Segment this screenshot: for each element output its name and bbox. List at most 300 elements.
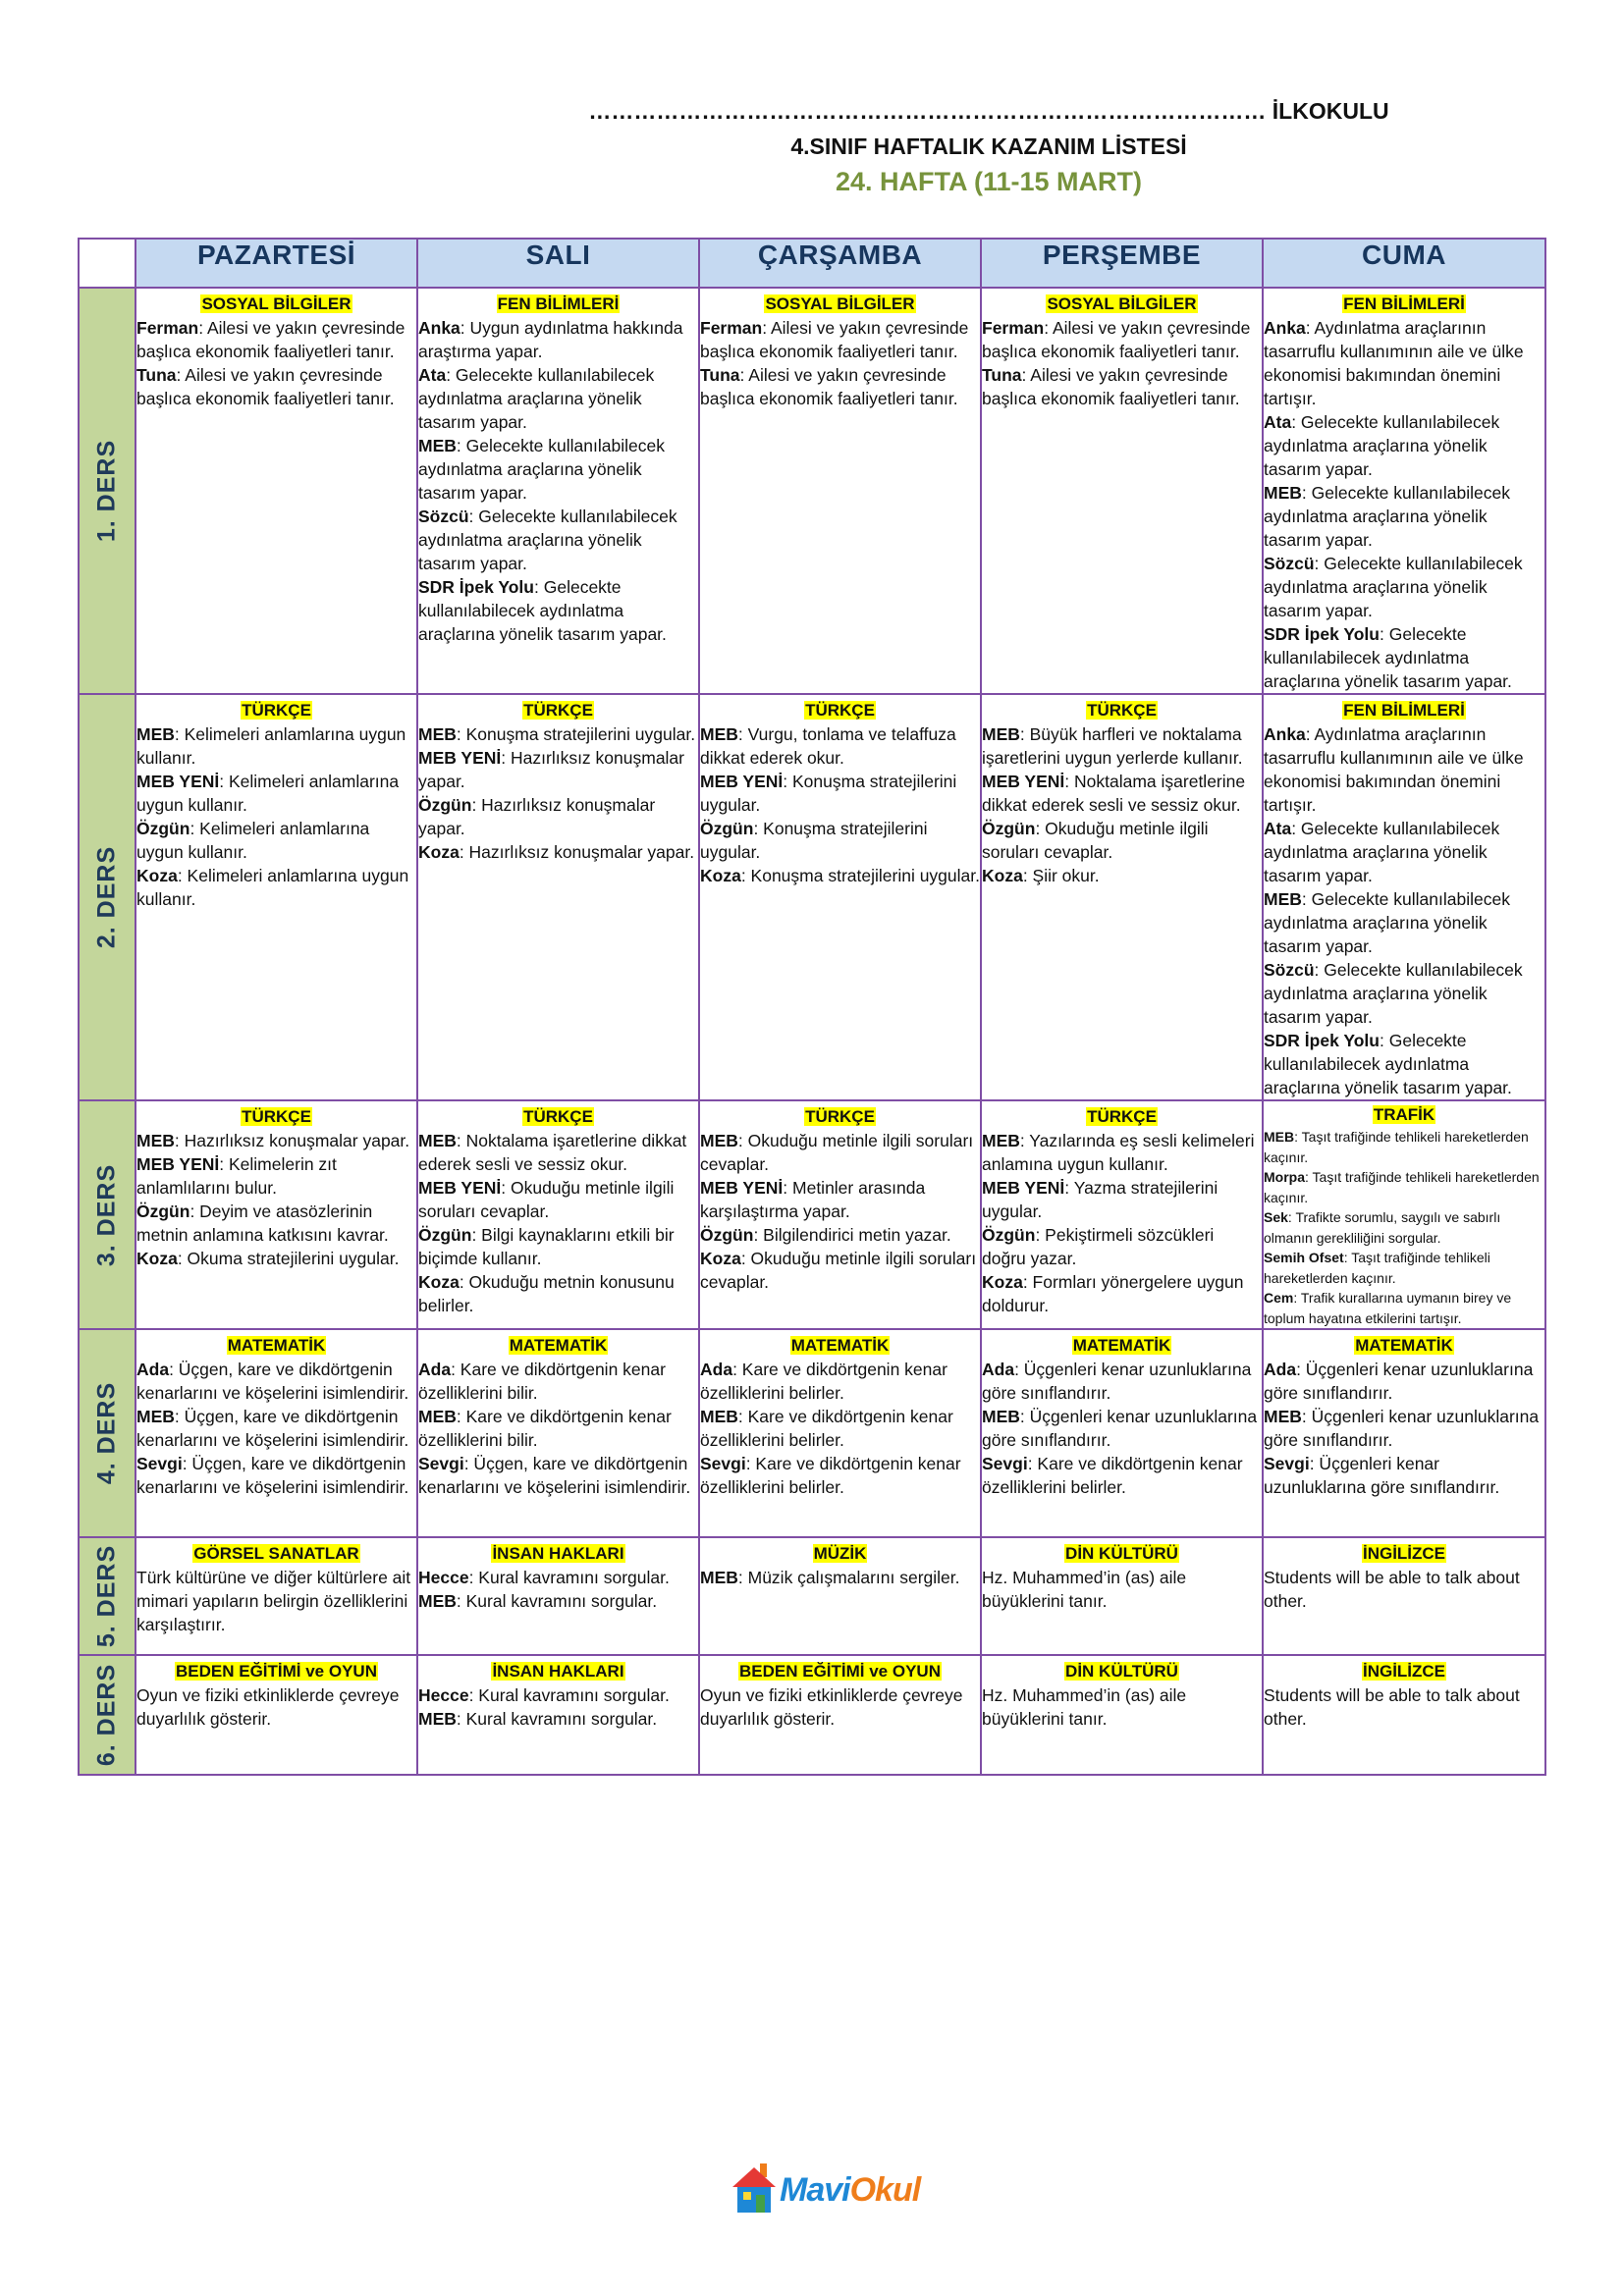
outcome-text: : Şiir okur. — [1022, 866, 1100, 885]
outcome-text: : Ailesi ve yakın çevresinde başlıca ekonomik faaliyetleri tanır. — [700, 318, 969, 361]
outcome-entry — [700, 363, 980, 410]
subject-label: BEDEN EĞİTİMİ ve OYUN — [176, 1662, 377, 1681]
publisher-name: Koza — [700, 866, 741, 885]
outcome-text: : Hazırlıksız konuşmalar yapar. — [418, 748, 684, 791]
outcome-text: : Kare ve dikdörtgenin kenar özelliklerini belirler. — [700, 1454, 961, 1497]
subject-label: İNSAN HAKLARI — [492, 1544, 624, 1563]
publisher-name: SDR İpek Yolu — [1264, 624, 1380, 644]
outcome-text: : Gelecekte kullanılabilecek aydınlatma araçlarına yönelik tasarım yapar. — [1264, 889, 1510, 956]
lesson-label-cell — [79, 1537, 135, 1655]
outcome-entry — [418, 316, 698, 363]
publisher-name: Sözcü — [418, 507, 469, 526]
outcome-text: : Kelimelerin zıt anlamlılarını bulur. — [136, 1154, 337, 1198]
publisher-name: MEB — [136, 1407, 175, 1426]
publisher-name: Koza — [136, 1249, 178, 1268]
outcome-entry — [1264, 1566, 1544, 1613]
subject-heading — [136, 1333, 416, 1357]
outcome-text: : Vurgu, tonlama ve telaffuza dikkat ederek okur. — [700, 724, 956, 768]
outcome-entry — [982, 363, 1262, 410]
outcome-entry — [136, 722, 416, 770]
schedule-cell — [417, 1655, 699, 1775]
outcome-entry — [982, 1270, 1262, 1317]
outcome-text: : Üçgen, kare ve dikdörtgenin kenarlarını ve köşelerini isimlendirir. — [418, 1454, 691, 1497]
subject-label: TÜRKÇE — [523, 1107, 593, 1126]
publisher-name: MEB — [982, 1407, 1020, 1426]
outcome-text: : Konuşma stratejilerini uygular. — [740, 866, 980, 885]
schedule-cell — [1263, 1100, 1545, 1329]
outcome-text: : Gelecekte kullanılabilecek aydınlatma araçlarına yönelik tasarım yapar. — [1264, 483, 1510, 550]
outcome-entry — [700, 864, 980, 887]
subject-heading — [1264, 1333, 1544, 1357]
outcome-entry — [1264, 622, 1544, 693]
outcome-entry — [982, 1683, 1262, 1731]
publisher-name: Tuna — [982, 365, 1022, 385]
subject-label: SOSYAL BİLGİLER — [1047, 294, 1197, 313]
outcome-text: : Kural kavramını sorgular. — [456, 1591, 658, 1611]
subject-heading — [1264, 1104, 1544, 1126]
publisher-name: Ferman — [136, 318, 199, 338]
outcome-text: : Üçgenleri kenar uzunluklarına göre sınıflandırır. — [982, 1360, 1252, 1403]
publisher-name: MEB YENİ — [418, 1178, 502, 1198]
outcome-text: : Okuma stratejilerini uygular. — [177, 1249, 400, 1268]
publisher-name: Koza — [982, 866, 1023, 885]
subject-label: DİN KÜLTÜRÜ — [1065, 1544, 1178, 1563]
day-header-monday: PAZARTESİ — [135, 239, 417, 288]
outcome-text: : Üçgenleri kenar uzunluklarına göre sınıflandırır. — [1264, 1454, 1500, 1497]
outcome-entry — [1264, 552, 1544, 622]
subject-label: TÜRKÇE — [805, 1107, 875, 1126]
subject-heading — [1264, 1659, 1544, 1682]
subject-label: MATEMATİK — [1355, 1336, 1453, 1355]
publisher-name: MEB YENİ — [700, 772, 784, 791]
publisher-name: Ferman — [982, 318, 1045, 338]
publisher-name: MEB YENİ — [700, 1178, 784, 1198]
subject-heading — [982, 698, 1262, 721]
outcome-entry — [982, 316, 1262, 363]
publisher-name: Sözcü — [1264, 554, 1315, 573]
outcome-text: : Üçgenleri kenar uzunluklarına göre sınıflandırır. — [982, 1407, 1258, 1450]
day-header-friday: CUMA — [1263, 239, 1545, 288]
outcome-text: : Gelecekte kullanılabilecek aydınlatma araçlarına yönelik tasarım yapar. — [418, 507, 677, 573]
subject-heading — [1264, 292, 1544, 315]
schedule-cell — [981, 1100, 1263, 1329]
outcome-text: : Kare ve dikdörtgenin kenar özelliklerini belirler. — [700, 1407, 953, 1450]
outcome-text: : Kelimeleri anlamlarına uygun kullanır. — [136, 772, 400, 815]
subject-heading — [700, 1333, 980, 1357]
publisher-name: SDR İpek Yolu — [1264, 1031, 1380, 1050]
schedule-cell — [417, 1537, 699, 1655]
outcome-text: : Üçgen, kare ve dikdörtgenin kenarlarını ve köşelerini isimlendirir. — [136, 1454, 409, 1497]
publisher-name: Ada — [700, 1360, 733, 1379]
schedule-cell — [699, 1329, 981, 1537]
schedule-cell — [699, 1655, 981, 1775]
subject-heading — [700, 1104, 980, 1128]
schedule-cell — [135, 1329, 417, 1537]
subject-heading — [700, 292, 980, 315]
outcome-text: : Kural kavramını sorgular. — [468, 1568, 670, 1587]
outcome-entry — [1264, 1452, 1544, 1499]
publisher-name: MEB YENİ — [982, 1178, 1065, 1198]
lesson-label-cell — [79, 288, 135, 694]
publisher-name: SDR İpek Yolu — [418, 577, 534, 597]
outcome-text: : Gelecekte kullanılabilecek aydınlatma araçlarına yönelik tasarım yapar. — [1264, 624, 1512, 691]
outcome-entry — [700, 770, 980, 817]
outcome-text: : Kare ve dikdörtgenin kenar özelliklerini belirler. — [982, 1454, 1243, 1497]
outcome-entry — [700, 1566, 980, 1589]
publisher-name: MEB — [418, 724, 457, 744]
publisher-name: MEB — [700, 1568, 738, 1587]
lesson-label: 5. DERS — [92, 1544, 121, 1648]
outcome-entry — [982, 1358, 1262, 1405]
outcome-text: : Yazılarında eş sesli kelimeleri anlamına uygun kullanır. — [982, 1131, 1255, 1174]
outcome-entry — [982, 864, 1262, 887]
outcome-entry — [1264, 1167, 1544, 1207]
publisher-name: Özgün — [700, 1225, 754, 1245]
subject-label: TÜRKÇE — [1087, 1107, 1157, 1126]
outcome-text: : Hazırlıksız konuşmalar yapar. — [459, 842, 695, 862]
outcome-entry — [1264, 1405, 1544, 1452]
outcome-entry — [1264, 1127, 1544, 1167]
schedule-cell — [135, 288, 417, 694]
lesson-label: 2. DERS — [92, 845, 121, 949]
outcome-entry — [418, 363, 698, 434]
subject-label: MATEMATİK — [790, 1336, 890, 1355]
outcome-text: : Kelimeleri anlamlarına uygun kullanır. — [136, 866, 409, 909]
outcome-text: : Noktalama işaretlerine dikkat ederek sesli ve sessiz okur. — [418, 1131, 687, 1174]
publisher-name: Özgün — [700, 819, 754, 838]
outcome-text: : Gelecekte kullanılabilecek aydınlatma araçlarına yönelik tasarım yapar. — [1264, 412, 1500, 479]
schedule-cell — [699, 1537, 981, 1655]
publisher-name: MEB — [136, 724, 175, 744]
logo-text-okul: Okul — [849, 2171, 921, 2209]
outcome-entry — [136, 1247, 416, 1270]
publisher-name: MEB — [700, 724, 738, 744]
outcome-text: : Kural kavramını sorgular. — [468, 1685, 670, 1705]
outcome-text: : Taşıt trafiğinde tehlikeli hareketlerden kaçınır. — [1264, 1169, 1540, 1205]
subject-label: İNGİLİZCE — [1362, 1662, 1446, 1681]
weekly-schedule-table — [78, 238, 1546, 1776]
outcome-entry — [136, 770, 416, 817]
outcome-text: : Gelecekte kullanılabilecek aydınlatma araçlarına yönelik tasarım yapar. — [1264, 1031, 1512, 1097]
lesson-label: 4. DERS — [92, 1381, 121, 1485]
outcome-entry — [982, 817, 1262, 864]
outcome-text: : Metinler arasında karşılaştırma yapar. — [700, 1178, 926, 1221]
schedule-cell — [1263, 694, 1545, 1100]
outcome-entry — [700, 316, 980, 363]
subject-label: TÜRKÇE — [523, 701, 593, 720]
schedule-cell — [135, 694, 417, 1100]
outcome-text: : Kare ve dikdörtgenin kenar özelliklerini bilir. — [418, 1407, 672, 1450]
outcome-entry — [136, 1566, 416, 1636]
outcome-entry — [418, 434, 698, 505]
subject-label: MATEMATİK — [509, 1336, 608, 1355]
schedule-cell — [699, 1100, 981, 1329]
publisher-name: MEB — [1264, 483, 1302, 503]
outcome-text: Students will be able to talk about other. — [1264, 1568, 1520, 1611]
publisher-name: Ata — [418, 365, 447, 385]
subject-heading — [700, 698, 980, 721]
publisher-name: Sevgi — [136, 1454, 183, 1473]
outcome-entry — [418, 1405, 698, 1452]
outcome-text: : Taşıt trafiğinde tehlikeli hareketlerden kaçınır. — [1264, 1250, 1490, 1286]
subject-heading — [1264, 1541, 1544, 1565]
outcome-entry — [136, 1152, 416, 1200]
subject-label: TRAFİK — [1373, 1105, 1435, 1124]
outcome-entry — [136, 1200, 416, 1247]
subject-label: TÜRKÇE — [242, 701, 311, 720]
schedule-cell — [135, 1537, 417, 1655]
subject-label: TÜRKÇE — [805, 701, 875, 720]
outcome-text: : Uygun aydınlatma hakkında araştırma yapar. — [418, 318, 683, 361]
outcome-entry — [982, 1129, 1262, 1176]
publisher-name: Anka — [1264, 724, 1306, 744]
publisher-name: MEB — [700, 1407, 738, 1426]
outcome-entry — [418, 1707, 698, 1731]
outcome-entry — [982, 1452, 1262, 1499]
schedule-body — [79, 288, 1545, 1775]
subject-label: TÜRKÇE — [1087, 701, 1157, 720]
outcome-entry — [136, 1358, 416, 1405]
publisher-name: MEB — [418, 1591, 457, 1611]
outcome-entry — [418, 840, 698, 864]
subject-heading — [418, 698, 698, 721]
outcome-entry — [700, 1176, 980, 1223]
outcome-text: : Ailesi ve yakın çevresinde başlıca ekonomik faaliyetleri tanır. — [982, 365, 1240, 408]
subject-label: BEDEN EĞİTİMİ ve OYUN — [739, 1662, 941, 1681]
schedule-cell — [981, 1329, 1263, 1537]
outcome-text: : Trafikte sorumlu, saygılı ve sabırlı olmanın gerekliliğini sorgular. — [1264, 1209, 1501, 1246]
schedule-cell — [417, 288, 699, 694]
outcome-entry — [1264, 817, 1544, 887]
publisher-name: Koza — [418, 842, 460, 862]
subject-label: GÖRSEL SANATLAR — [193, 1544, 359, 1563]
subject-heading — [136, 1541, 416, 1565]
publisher-name: Sevgi — [1264, 1454, 1310, 1473]
outcome-entry — [418, 575, 698, 646]
publisher-name: MEB YENİ — [982, 772, 1065, 791]
outcome-text: : Konuşma stratejilerini uygular. — [700, 819, 928, 862]
publisher-name: Özgün — [136, 819, 190, 838]
publisher-name: Sözcü — [1264, 960, 1315, 980]
subject-label: MÜZİK — [813, 1544, 867, 1563]
outcome-text: : Üçgen, kare ve dikdörtgenin kenarlarını ve köşelerini isimlendirir. — [136, 1407, 409, 1450]
mavi-okul-logo — [731, 2156, 921, 2224]
outcome-entry — [700, 722, 980, 770]
outcome-text: : Müzik çalışmalarını sergiler. — [737, 1568, 960, 1587]
school-name: ……………………………………………………………………………… İLKOKULU — [588, 98, 1389, 124]
subject-heading — [418, 1104, 698, 1128]
subject-label: MATEMATİK — [1072, 1336, 1171, 1355]
outcome-text: : Formları yönergelere uygun doldurur. — [982, 1272, 1244, 1315]
subject-heading — [982, 1659, 1262, 1682]
subject-heading — [1264, 698, 1544, 721]
outcome-text: : Ailesi ve yakın çevresinde başlıca ekonomik faaliyetleri tanır. — [982, 318, 1251, 361]
schedule-cell — [135, 1655, 417, 1775]
subject-heading — [700, 1541, 980, 1565]
subject-heading — [136, 1104, 416, 1128]
lesson-row — [79, 288, 1545, 694]
logo-text-mavi: Mavi — [780, 2171, 850, 2209]
outcome-entry — [1264, 410, 1544, 481]
schedule-cell — [699, 288, 981, 694]
publisher-name: Ada — [982, 1360, 1015, 1379]
outcome-text: : Gelecekte kullanılabilecek aydınlatma araçlarına yönelik tasarım yapar. — [418, 577, 667, 644]
outcome-entry — [418, 1589, 698, 1613]
subject-label: SOSYAL BİLGİLER — [765, 294, 915, 313]
outcome-text: Students will be able to talk about other. — [1264, 1685, 1520, 1729]
outcome-text: : Gelecekte kullanılabilecek aydınlatma araçlarına yönelik tasarım yapar. — [1264, 819, 1500, 885]
outcome-entry — [1264, 722, 1544, 817]
publisher-name: MEB YENİ — [136, 772, 220, 791]
publisher-name: Cem — [1264, 1290, 1294, 1306]
outcome-text: : Hazırlıksız konuşmalar yapar. — [418, 795, 656, 838]
schedule-cell — [1263, 1329, 1545, 1537]
subject-heading — [982, 1541, 1262, 1565]
publisher-name: MEB — [982, 724, 1020, 744]
outcome-entry — [418, 1176, 698, 1223]
outcome-entry — [1264, 481, 1544, 552]
subject-label: DİN KÜLTÜRÜ — [1065, 1662, 1178, 1681]
publisher-name: Ada — [1264, 1360, 1297, 1379]
publisher-name: Sevgi — [982, 1454, 1028, 1473]
outcome-entry — [1264, 1029, 1544, 1099]
outcome-entry — [136, 864, 416, 911]
outcome-entry — [418, 1566, 698, 1589]
subject-heading — [982, 292, 1262, 315]
subject-heading — [982, 1104, 1262, 1128]
outcome-text: : Gelecekte kullanılabilecek aydınlatma araçlarına yönelik tasarım yapar. — [1264, 960, 1523, 1027]
publisher-name: MEB — [1264, 889, 1302, 909]
outcome-entry — [1264, 887, 1544, 958]
schedule-cell — [981, 1537, 1263, 1655]
outcome-entry — [1264, 1358, 1544, 1405]
outcome-text: : Gelecekte kullanılabilecek aydınlatma araçlarına yönelik tasarım yapar. — [418, 365, 655, 432]
outcome-text: : Üçgenleri kenar uzunluklarına göre sınıflandırır. — [1264, 1407, 1540, 1450]
publisher-name: Özgün — [982, 819, 1036, 838]
outcome-entry — [418, 793, 698, 840]
outcome-entry — [418, 1270, 698, 1317]
subject-label: FEN BİLİMLERİ — [1343, 294, 1465, 313]
outcome-entry — [418, 1129, 698, 1176]
lesson-row — [79, 1537, 1545, 1655]
schedule-cell — [981, 694, 1263, 1100]
publisher-name: Özgün — [982, 1225, 1036, 1245]
publisher-name: Özgün — [418, 795, 472, 815]
outcome-text: : Trafik kurallarına uymanın birey ve toplum hayatına etkilerini tartışır. — [1264, 1290, 1512, 1326]
outcome-entry — [1264, 1288, 1544, 1328]
publisher-name: MEB — [982, 1131, 1020, 1150]
subject-heading — [982, 1333, 1262, 1357]
publisher-name: Sek — [1264, 1209, 1288, 1225]
publisher-name: MEB — [418, 436, 457, 455]
subject-label: SOSYAL BİLGİLER — [201, 294, 352, 313]
publisher-name: MEB — [700, 1131, 738, 1150]
outcome-entry — [700, 1247, 980, 1294]
publisher-name: MEB YENİ — [418, 748, 502, 768]
outcome-text: : Aydınlatma araçlarının tasarruflu kullanımının aile ve ülke ekonomisi bakımından önemini tartışır. — [1264, 724, 1524, 815]
logo-wordmark — [780, 2171, 920, 2210]
subject-label: İNGİLİZCE — [1362, 1544, 1446, 1563]
outcome-entry — [700, 1223, 980, 1247]
outcome-entry — [700, 1452, 980, 1499]
outcome-entry — [700, 1405, 980, 1452]
publisher-name: Morpa — [1264, 1169, 1305, 1185]
outcome-entry — [700, 817, 980, 864]
publisher-name: Tuna — [700, 365, 740, 385]
lesson-row — [79, 1100, 1545, 1329]
outcome-entry — [418, 1683, 698, 1707]
day-header-wednesday: ÇARŞAMBA — [699, 239, 981, 288]
subject-heading — [700, 1659, 980, 1682]
outcome-text: : Kelimeleri anlamlarına uygun kullanır. — [136, 724, 406, 768]
outcome-text: : Büyük harfleri ve noktalama işaretlerini uygun yerlerde kullanır. — [982, 724, 1243, 768]
publisher-name: MEB — [418, 1131, 457, 1150]
subject-label: İNSAN HAKLARI — [492, 1662, 624, 1681]
outcome-entry — [136, 817, 416, 864]
outcome-text: : Yazma stratejilerini uygular. — [982, 1178, 1218, 1221]
outcome-entry — [982, 1223, 1262, 1270]
publisher-name: MEB — [1264, 1407, 1302, 1426]
outcome-entry — [982, 1176, 1262, 1223]
subject-heading — [136, 292, 416, 315]
publisher-name: Hecce — [418, 1568, 469, 1587]
outcome-text: : Pekiştirmeli sözcükleri doğru yazar. — [982, 1225, 1215, 1268]
outcome-entry — [1264, 1248, 1544, 1288]
outcome-entry — [136, 1452, 416, 1499]
outcome-text: : Hazırlıksız konuşmalar yapar. — [174, 1131, 410, 1150]
outcome-text: Hz. Muhammed’in (as) aile büyüklerini tanır. — [982, 1685, 1187, 1729]
outcome-entry — [982, 1405, 1262, 1452]
outcome-entry — [136, 363, 416, 410]
outcome-text: : Gelecekte kullanılabilecek aydınlatma araçlarına yönelik tasarım yapar. — [418, 436, 665, 503]
outcome-text: : Kelimeleri anlamlarına uygun kullanır. — [136, 819, 370, 862]
subject-label: MATEMATİK — [227, 1336, 326, 1355]
document-title: 4.SINIF HAFTALIK KAZANIM LİSTESİ — [790, 133, 1187, 159]
outcome-text: : Taşıt trafiğinde tehlikeli hareketlerden kaçınır. — [1264, 1129, 1529, 1165]
lesson-label-cell — [79, 694, 135, 1100]
publisher-name: Ata — [1264, 412, 1292, 432]
schedule-cell — [1263, 1655, 1545, 1775]
outcome-text: Oyun ve fiziki etkinliklerde çevreye duyarlılık gösterir. — [136, 1685, 400, 1729]
outcome-text: : Aydınlatma araçlarının tasarruflu kullanımının aile ve ülke ekonomisi bakımından önemini tartışır. — [1264, 318, 1524, 408]
outcome-text: : Kare ve dikdörtgenin kenar özelliklerini belirler. — [700, 1360, 947, 1403]
publisher-name: Hecce — [418, 1685, 469, 1705]
schedule-cell — [1263, 1537, 1545, 1655]
outcome-text: Türk kültürüne ve diğer kültürlere ait mimari yapıların belirgin özelliklerini karşılaştırır. — [136, 1568, 411, 1634]
publisher-name: Koza — [700, 1249, 741, 1268]
subject-heading — [136, 698, 416, 721]
day-header-row — [79, 239, 1545, 288]
publisher-name: MEB — [418, 1407, 457, 1426]
lesson-label-cell — [79, 1329, 135, 1537]
publisher-name: Anka — [418, 318, 460, 338]
publisher-name: Tuna — [136, 365, 177, 385]
publisher-name: MEB YENİ — [136, 1154, 220, 1174]
lesson-label: 3. DERS — [92, 1163, 121, 1266]
schedule-cell — [981, 1655, 1263, 1775]
outcome-entry — [1264, 1207, 1544, 1248]
lesson-label-cell — [79, 1100, 135, 1329]
publisher-name: MEB — [418, 1709, 457, 1729]
outcome-text: : Ailesi ve yakın çevresinde başlıca ekonomik faaliyetleri tanır. — [136, 318, 406, 361]
subject-heading — [418, 1659, 698, 1682]
publisher-name: Ada — [136, 1360, 170, 1379]
lesson-label: 1. DERS — [92, 439, 121, 543]
outcome-text: : Gelecekte kullanılabilecek aydınlatma araçlarına yönelik tasarım yapar. — [1264, 554, 1523, 620]
subject-heading — [418, 1333, 698, 1357]
publisher-name: Sevgi — [700, 1454, 746, 1473]
outcome-entry — [418, 746, 698, 793]
